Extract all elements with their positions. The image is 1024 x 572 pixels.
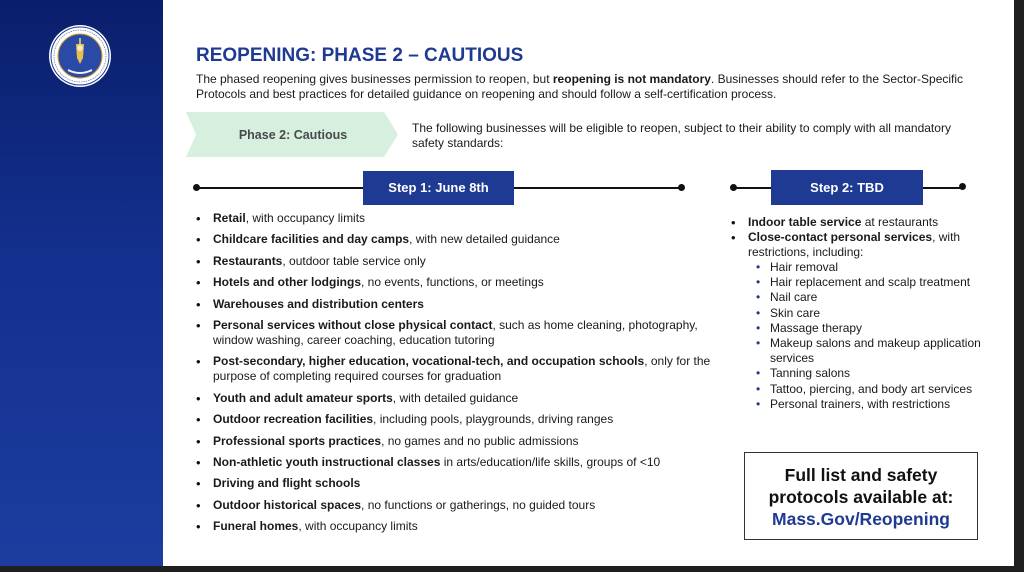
left-band — [0, 0, 163, 566]
sublist-item: • Nail care — [756, 290, 986, 305]
full-list-box — [744, 452, 978, 540]
list-item: • Indoor table service at restaurants — [731, 215, 986, 230]
sublist-item: • Makeup salons and makeup application services — [756, 336, 986, 366]
list-item: • Hotels and other lodgings, no events, functions, or meetings — [196, 275, 716, 290]
sublist-item: • Hair replacement and scalp treatment — [756, 275, 986, 290]
list-item: • Restaurants, outdoor table service only — [196, 254, 716, 269]
phase-label: Phase 2: Cautious — [238, 128, 348, 142]
step2-sublist — [756, 260, 986, 412]
sublist-item: • Tanning salons — [756, 366, 986, 381]
timeline-dot — [678, 184, 685, 191]
list-item: • Retail, with occupancy limits — [196, 211, 716, 226]
list-item: • Outdoor historical spaces, no functions or gatherings, no guided tours — [196, 498, 716, 513]
list-item: • Warehouses and distribution centers — [196, 297, 716, 312]
sublist-item: • Skin care — [756, 306, 986, 321]
page-title: REOPENING: PHASE 2 – CAUTIOUS — [196, 45, 524, 66]
step2-list — [731, 215, 986, 412]
list-item: • Non-athletic youth instructional classes in arts/education/life skills, groups of <10 — [196, 455, 716, 470]
reopening-link[interactable]: Mass.Gov/Reopening — [772, 509, 950, 529]
full-list-line1: Full list and safety — [784, 465, 938, 485]
eligibility-text: The following businesses will be eligible to reopen, subject to their ability to comply with all mandatory safety standards: — [412, 121, 951, 150]
list-item: • Outdoor recreation facilities, including pools, playgrounds, driving ranges — [196, 412, 716, 427]
sublist-item: • Massage therapy — [756, 321, 986, 336]
list-item: • Professional sports practices, no games and no public admissions — [196, 434, 716, 449]
massachusetts-seal-icon — [48, 24, 112, 88]
timeline-dot — [959, 183, 966, 190]
list-item: • Youth and adult amateur sports, with detailed guidance — [196, 391, 716, 406]
list-item: • Personal services without close physical contact, such as home cleaning, photography, window washing, career coaching, education tutoring — [196, 318, 716, 348]
step1-list — [196, 211, 716, 540]
step1-label: Step 1: June 8th — [363, 171, 514, 205]
sublist-item: • Personal trainers, with restrictions — [756, 397, 986, 412]
list-item: • Funeral homes, with occupancy limits — [196, 519, 716, 534]
full-list-line2: protocols available at: — [768, 487, 954, 507]
list-item: • Post-secondary, higher education, vocational-tech, and occupation schools, only for the purpose of completing required courses for graduation — [196, 354, 716, 384]
intro-paragraph: The phased reopening gives businesses permission to reopen, but reopening is not mandatory. Businesses should refer to the Sector-Specific Protocols and best practices for detailed guidance on reopening and should follow a self-certification process. — [196, 72, 964, 101]
list-item: • Childcare facilities and day camps, with new detailed guidance — [196, 232, 716, 247]
sublist-item: • Tattoo, piercing, and body art services — [756, 382, 986, 397]
step2-label: Step 2: TBD — [771, 170, 923, 205]
sublist-item: • Hair removal — [756, 260, 986, 275]
full-list-text — [745, 464, 977, 508]
list-item: • Close-contact personal services, with restrictions, including: • Hair removal • Hair replacement and scalp treatment • Nail care • Skin care • Massage therapy • Makeup salons and makeup application services • Tanning salons • Tattoo, piercing, and body art services • Personal trainers, with restrictions — [731, 230, 986, 412]
list-item: • Driving and flight schools — [196, 476, 716, 491]
